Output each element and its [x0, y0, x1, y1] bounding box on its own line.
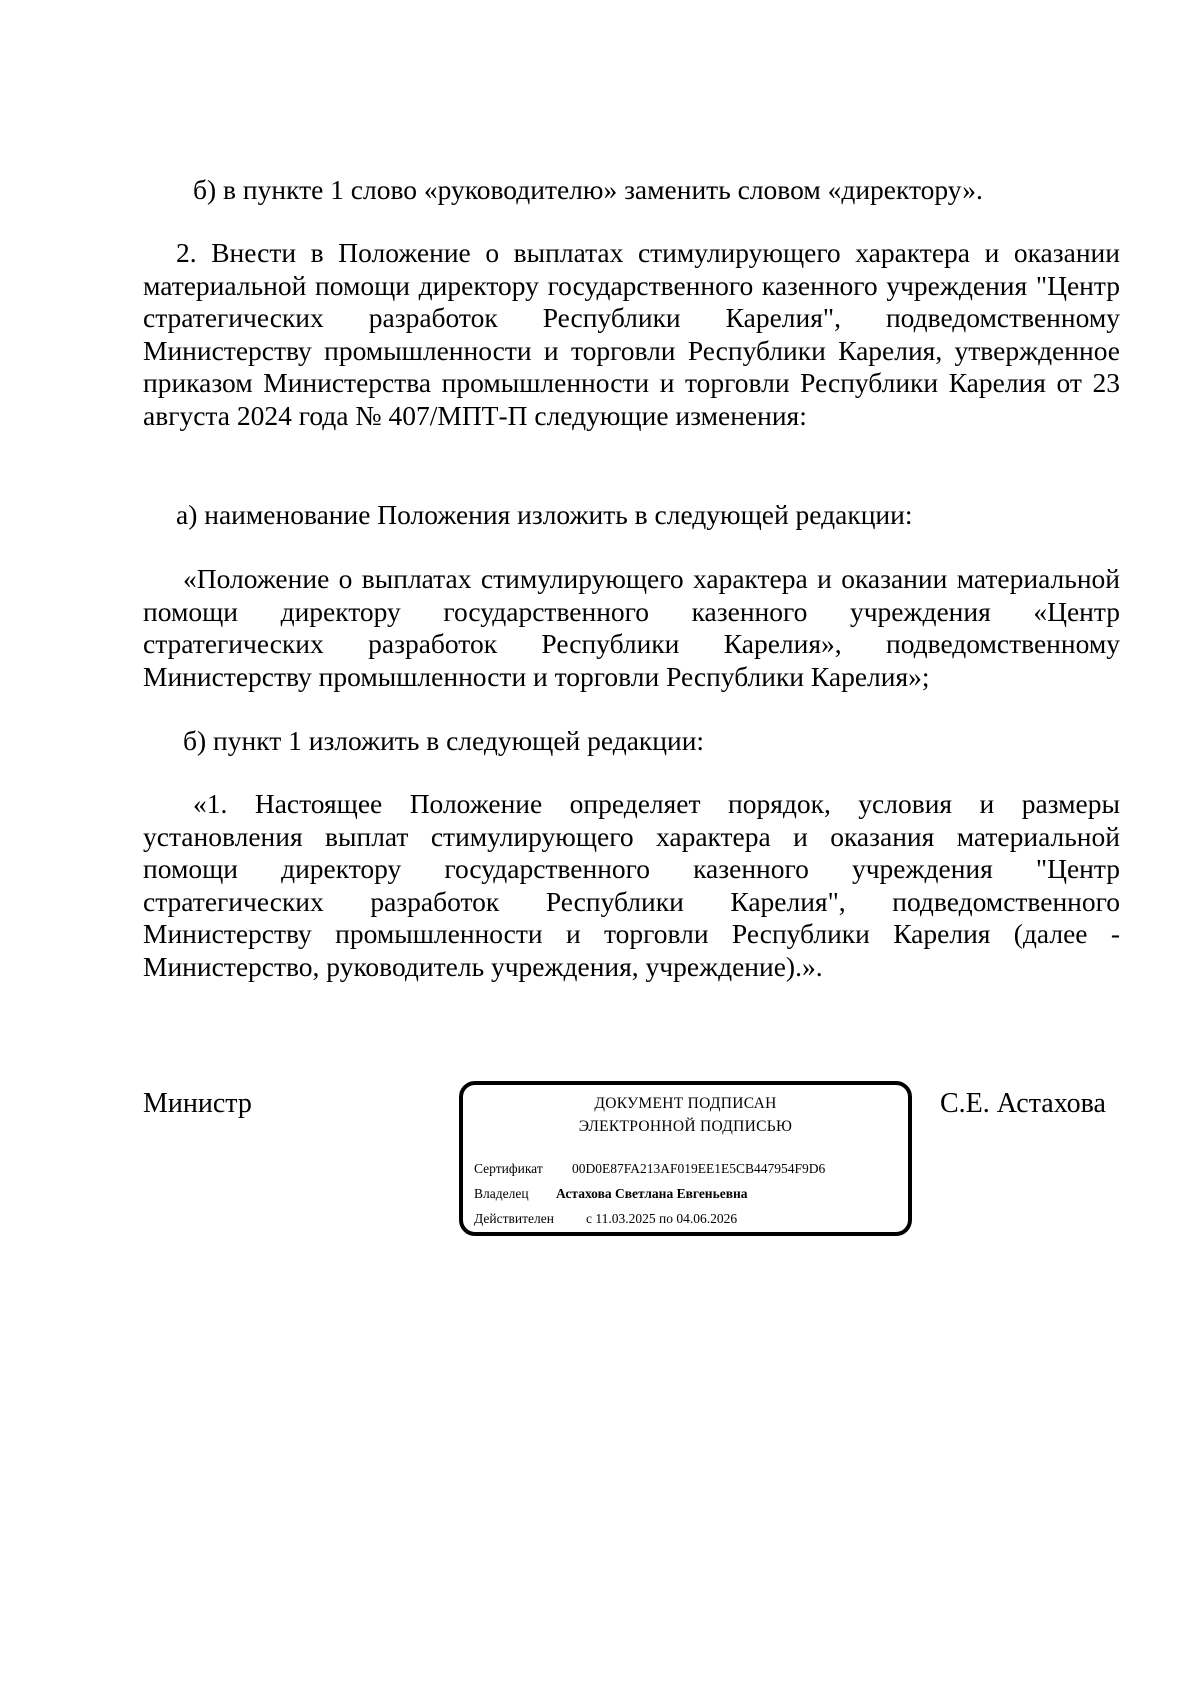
signature-block [0, 1087, 1200, 1247]
paragraph-2a-title-change: а) наименование Положения изложить в следующей редакции: [176, 499, 913, 530]
paragraph-new-title-text: «Положение о выплатах стимулирующего характера и оказании материальной помощи директору государственного казенного учреждения «Центр стратегических разработок Республики Карелия», подведомственному Министерству промышленности и торговли Республики Карелия»; [143, 563, 1120, 692]
stamp-title-line2: ЭЛЕКТРОННОЙ ПОДПИСЬЮ [578, 1118, 793, 1135]
stamp-validity-value: с 11.03.2025 по 04.06.2026 [586, 1211, 738, 1226]
signer-position: Министр [143, 1088, 252, 1119]
paragraph-1b-amendment: б) в пункте 1 слово «руководителю» заменить словом «директору». [193, 174, 983, 205]
stamp-validity-row [474, 1210, 737, 1228]
paragraph-2-amendments-intro: 2. Внести в Положение о выплатах стимулирующего характера и оказании материальной помощи директору государственного казенного учреждения "Центр стратегических разработок Республики Карелия", подведомственному Министерству промышленности и торговли Республики Карелия, утвержденное приказом Министерства промышленности и торговли Республики Карелия от 23 августа 2024 года № 407/МПТ-П следующие изменения: [143, 237, 1120, 431]
electronic-signature-stamp [459, 1081, 912, 1236]
stamp-validity-label: Действителен [474, 1211, 554, 1226]
stamp-certificate-label: Сертификат [474, 1161, 543, 1176]
stamp-owner-label: Владелец [474, 1186, 529, 1201]
paragraph-new-point-1-text: «1. Настоящее Положение определяет порядок, условия и размеры установления выплат стимулирующего характера и оказания материальной помощи директору государственного казенного учреждения "Центр стратегических разработок Республики Карелия", подведомственного Министерству промышленности и торговли Республики Карелия (далее - Министерство, руководитель учреждения, учреждение).». [143, 788, 1120, 982]
paragraph-2b-point-change: б) пункт 1 изложить в следующей редакции: [183, 725, 705, 756]
stamp-owner-value: Астахова Светлана Евгеньевна [556, 1186, 748, 1201]
stamp-title-line1: ДОКУМЕНТ ПОДПИСАН [594, 1095, 777, 1112]
stamp-owner-row [474, 1185, 748, 1203]
stamp-certificate-value: 00D0E87FA213AF019EE1E5CB447954F9D6 [572, 1161, 826, 1176]
signer-name: С.Е. Астахова [940, 1088, 1106, 1119]
stamp-certificate-row [474, 1160, 825, 1178]
